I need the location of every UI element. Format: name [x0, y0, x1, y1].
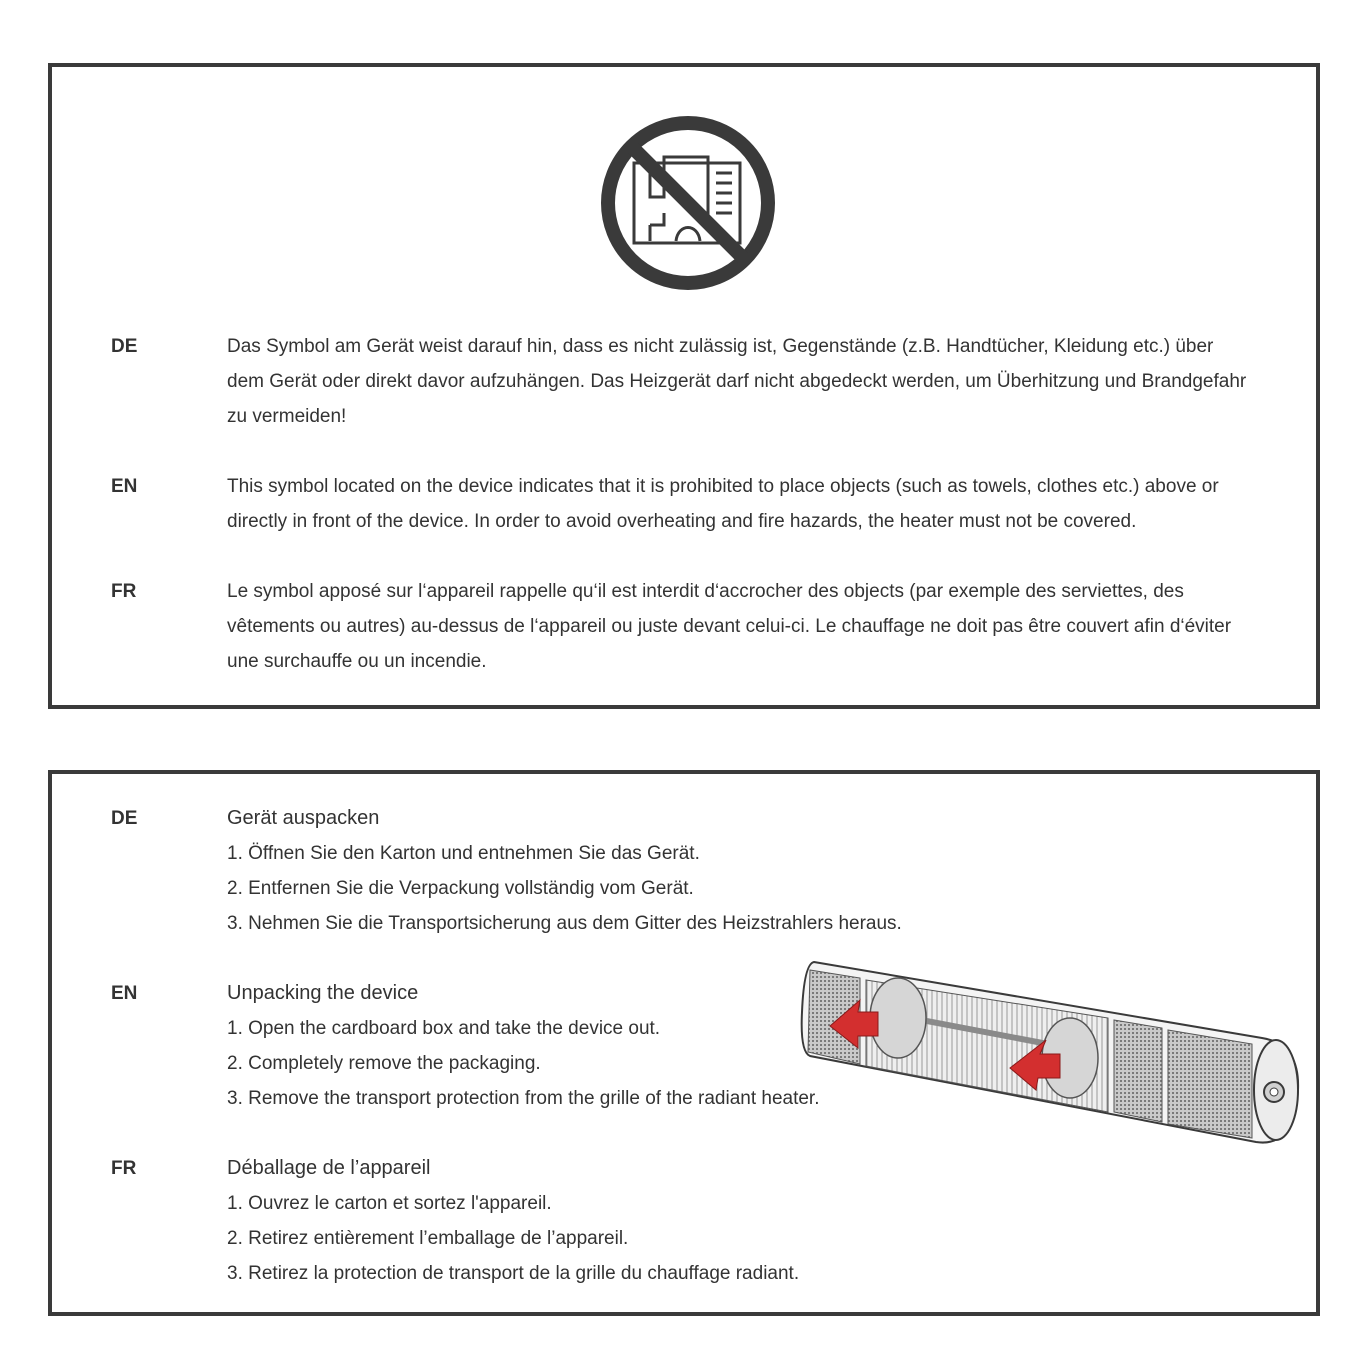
step-item: 2. Retirez entièrement l’emballage de l’appareil. [227, 1228, 629, 1249]
step-item: 2. Completely remove the packaging. [227, 1053, 541, 1074]
section-heading: Unpacking the device [227, 982, 419, 1004]
step-item: 1. Ouvrez le carton et sortez l'appareil. [227, 1193, 552, 1214]
warning-text: Das Symbol am Gerät weist darauf hin, dass es nicht zulässig ist, Gegenstände (z.B. Handtücher, Kleidung etc.) über dem Gerät oder direkt davor aufzuhängen. Das Heizgerät darf nicht abgedeckt werden, um Überhitzung und Brandgefahr zu vermeiden! [227, 336, 1247, 427]
language-code: EN [111, 476, 138, 497]
language-code: DE [111, 808, 138, 829]
section-heading: Gerät auspacken [227, 807, 380, 829]
unpacking-box [48, 770, 1320, 1316]
step-item: 1. Open the cardboard box and take the device out. [227, 1018, 661, 1039]
warning-box [48, 63, 1320, 709]
section-heading: Déballage de l’appareil [227, 1157, 431, 1179]
step-item: 2. Entfernen Sie die Verpackung vollständig vom Gerät. [227, 878, 694, 899]
warning-text: Le symbol apposé sur l‘appareil rappelle qu‘il est interdit d‘accrocher des objects (par exemple des serviettes, des vêtements ou autres) au-dessus de l‘appareil ou juste devant celui-ci. Le chauffage ne doit pas être couvert afin d‘éviter une surchauffe ou un incendie. [227, 581, 1232, 672]
language-code: FR [111, 1158, 137, 1179]
language-code: DE [111, 336, 138, 357]
no-hanging-objects-prohibition-icon [598, 113, 778, 293]
warning-text: This symbol located on the device indicates that it is prohibited to place objects (such as towels, clothes etc.) above or directly in front of the device. In order to avoid overheating and fire hazards, the heater must not be covered. [227, 476, 1219, 532]
heater-illustration [800, 952, 1310, 1162]
step-item: 1. Öffnen Sie den Karton und entnehmen Sie das Gerät. [227, 843, 700, 864]
language-code: FR [111, 581, 137, 602]
step-item: 3. Remove the transport protection from the grille of the radiant heater. [227, 1088, 820, 1109]
step-item: 3. Retirez la protection de transport de la grille du chauffage radiant. [227, 1263, 800, 1284]
language-code: EN [111, 983, 138, 1004]
step-item: 3. Nehmen Sie die Transportsicherung aus dem Gitter des Heizstrahlers heraus. [227, 913, 902, 934]
